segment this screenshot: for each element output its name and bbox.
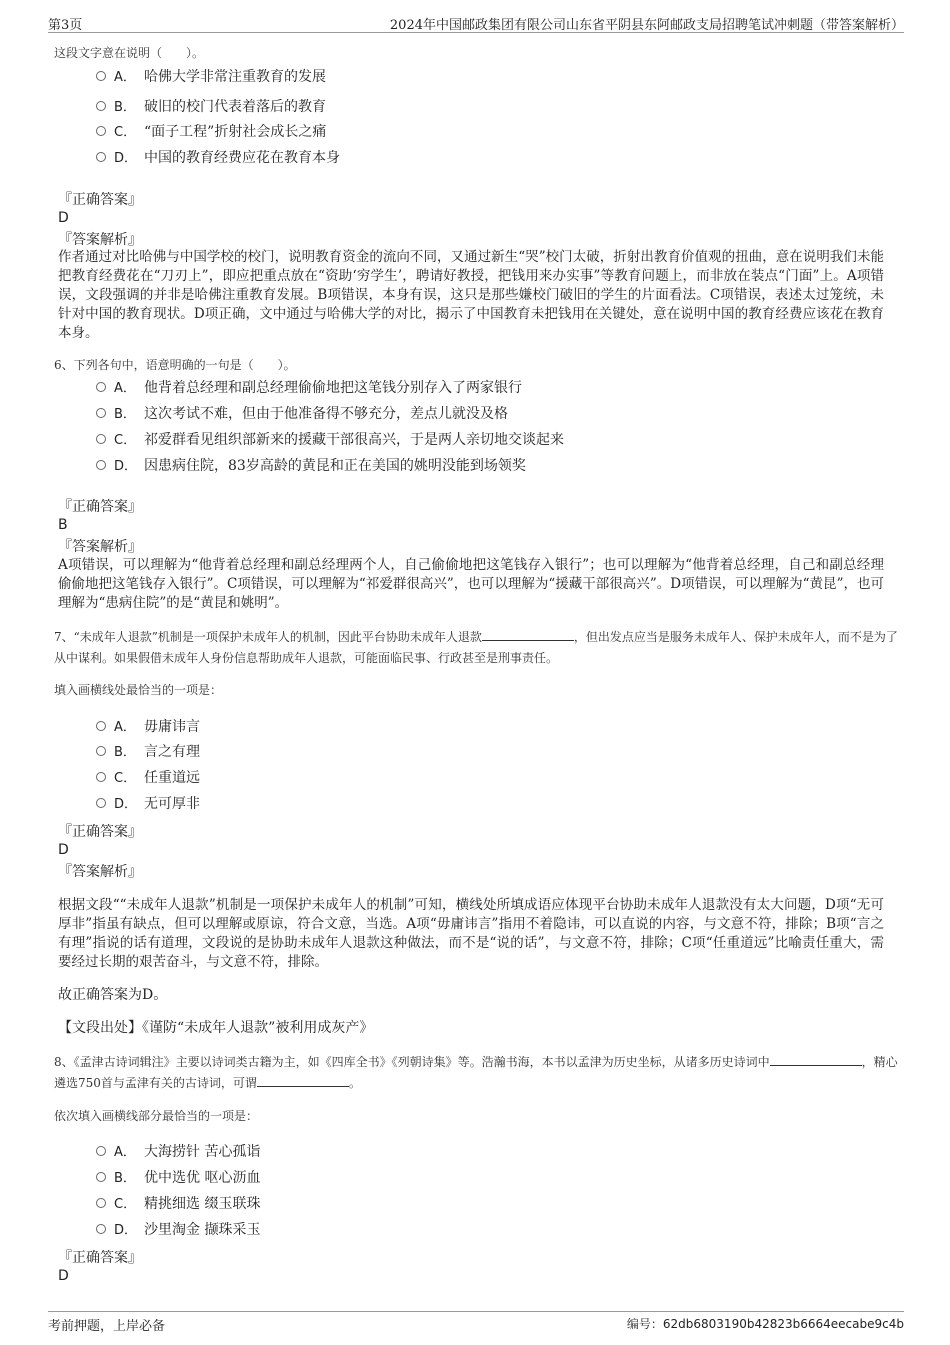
q7-conclusion: 故正确答案为D。	[58, 987, 168, 1003]
q7-source: 【文段出处】《谨防“未成年人退款”被利用成灰产》	[58, 1020, 374, 1036]
q8-option-d[interactable]: D． 沙里淘金 撷珠采玉	[96, 1219, 260, 1241]
q5-option-b[interactable]: B． 破旧的校门代表着落后的教育	[96, 96, 326, 118]
q8-answer-label: 『正确答案』	[58, 1250, 142, 1266]
q7-option-b[interactable]: B． 言之有理	[96, 741, 200, 763]
footer-slogan: 考前押题，上岸必备	[48, 1319, 166, 1334]
radio-icon[interactable]	[96, 101, 106, 111]
document-code: 编号：62db6803190b42823b6664eecabe9c4b	[626, 1317, 904, 1331]
q6-option-b[interactable]: B． 这次考试不难，但由于他准备得不够充分，差点儿就没及格	[96, 403, 508, 425]
q6-answer-label: 『正确答案』	[58, 499, 142, 515]
radio-icon[interactable]	[96, 382, 106, 392]
radio-icon[interactable]	[96, 460, 106, 470]
q6-option-a[interactable]: A． 他背着总经理和副总经理偷偷地把这笔钱分别存入了两家银行	[96, 377, 522, 399]
q5-answer: D	[58, 210, 69, 226]
radio-icon[interactable]	[96, 408, 106, 418]
q6-analysis: A项错误，可以理解为“他背着总经理和副总经理两个人，自己偷偷地把这笔钱存入银行”；也可以理解为“他背着总经理，自己和副总经理偷偷地把这笔钱存入银行”。C项错误，可以理解为“祁爱群很高兴”，也可以理解为“援藏干部很高兴”。D项错误，可以理解为“黄昆”，也可理解为“患病住院”的是“黄昆和姚明”。	[58, 557, 884, 611]
page-footer	[48, 1311, 904, 1334]
radio-icon[interactable]	[96, 1146, 106, 1156]
q8-option-c[interactable]: C． 精挑细选 缀玉联珠	[96, 1193, 260, 1215]
q7-stem: 7、“未成年人退款”机制是一项保护未成年人的机制，因此平台协助未成年人退款 ，但出发点应当是服务未成年人、保护未成年人，而不是为了从中谋利。如果假借未成年人身份信息帮助成年人退款，可能面临民事、行政甚至是刑事责任。	[54, 630, 898, 665]
q8-stem: 8、《孟津古诗词辑注》主要以诗词类古籍为主，如《四库全书》《列朝诗集》等。浩瀚书海，本书以孟津为历史坐标，从诸多历史诗词中 ，精心遴选750首与孟津有关的古诗词，可谓 。	[54, 1055, 898, 1090]
q8-option-b[interactable]: B． 优中选优 呕心沥血	[96, 1167, 260, 1189]
q7-prompt: 填入画横线处最恰当的一项是：	[54, 683, 223, 697]
page-number: 第3页	[48, 18, 83, 33]
q7-analysis: 根据文段““未成年人退款”机制是一项保护未成年人的机制”可知，横线处所填成语应体现平台协助未成年人退款没有太大问题，D项“无可厚非”指虽有缺点，但可以理解或原谅，符合文意，当选。A项“毋庸讳言”指用不着隐讳，可以直说的内容，与文意不符，排除；B项“言之有理”指说的话有道理，文段说的是协助未成年人退款这种做法，而不是“说的话”，与文意不符，排除；C项“任重道远”比喻责任重大，需要经过长期的艰苦奋斗，与文意不符，排除。	[58, 897, 884, 970]
fill-blank	[770, 1053, 862, 1066]
q7-answer: D	[58, 842, 69, 858]
radio-icon[interactable]	[96, 1198, 106, 1208]
radio-icon[interactable]	[96, 746, 106, 756]
q5-analysis: 作者通过对比哈佛与中国学校的校门，说明教育资金的流向不同，又通过新生“哭”校门太破，折射出教育价值观的扭曲，意在说明我们未能把教育经费花在“刀刃上”，即应把重点放在“资助‘穷学生’，聘请好教授，把钱用来办实事”等教育问题上，而非放在装点“门面”上。A项错误，文段强调的并非是哈佛注重教育发展。B项错误，本身有误，这只是那些嫌校门破旧的学生的片面看法。C项错误，表述太过笼统，未针对中国的教育现状。D项正确，文中通过与哈佛大学的对比，揭示了中国教育未把钱用在关键处，意在说明中国的教育经费应该花在教育本身。	[58, 249, 884, 341]
q6-option-c[interactable]: C． 祁爱群看见组织部新来的援藏干部很高兴，于是两人亲切地交谈起来	[96, 429, 564, 451]
q7-option-d[interactable]: D． 无可厚非	[96, 793, 200, 815]
radio-icon[interactable]	[96, 772, 106, 782]
q5-option-c[interactable]: C． “面子工程”折射社会成长之痛	[96, 121, 326, 143]
radio-icon[interactable]	[96, 126, 106, 136]
q8-prompt: 依次填入画横线部分最恰当的一项是：	[54, 1109, 259, 1123]
q5-option-a[interactable]: A． 哈佛大学非常注重教育的发展	[96, 66, 326, 88]
q8-option-a[interactable]: A． 大海捞针 苦心孤诣	[96, 1141, 260, 1163]
radio-icon[interactable]	[96, 71, 106, 81]
q8-answer: D	[58, 1268, 69, 1284]
q5-stem: 这段文字意在说明（ ）。	[54, 46, 205, 60]
q7-option-c[interactable]: C． 任重道远	[96, 767, 200, 789]
document-title: 2024年中国邮政集团有限公司山东省平阴县东阿邮政支局招聘笔试冲刺题（带答案解析）	[389, 18, 904, 33]
q7-answer-label: 『正确答案』	[58, 824, 142, 840]
radio-icon[interactable]	[96, 1172, 106, 1182]
q5-answer-label: 『正确答案』	[58, 192, 142, 208]
fill-blank	[482, 628, 574, 641]
radio-icon[interactable]	[96, 1224, 106, 1234]
radio-icon[interactable]	[96, 152, 106, 162]
q7-analysis-label: 『答案解析』	[58, 864, 142, 880]
q6-answer: B	[58, 517, 68, 533]
q6-option-d[interactable]: D． 因患病住院，83岁高龄的黄昆和正在美国的姚明没能到场领奖	[96, 455, 526, 477]
radio-icon[interactable]	[96, 721, 106, 731]
fill-blank	[257, 1074, 349, 1087]
q5-analysis-label: 『答案解析』	[58, 232, 142, 248]
q5-option-d[interactable]: D． 中国的教育经费应花在教育本身	[96, 147, 340, 169]
q7-option-a[interactable]: A． 毋庸讳言	[96, 716, 200, 738]
radio-icon[interactable]	[96, 434, 106, 444]
q6-analysis-label: 『答案解析』	[58, 539, 142, 555]
page-header	[48, 12, 904, 33]
radio-icon[interactable]	[96, 798, 106, 808]
q6-stem: 6、下列各句中，语意明确的一句是（ ）。	[54, 358, 296, 372]
